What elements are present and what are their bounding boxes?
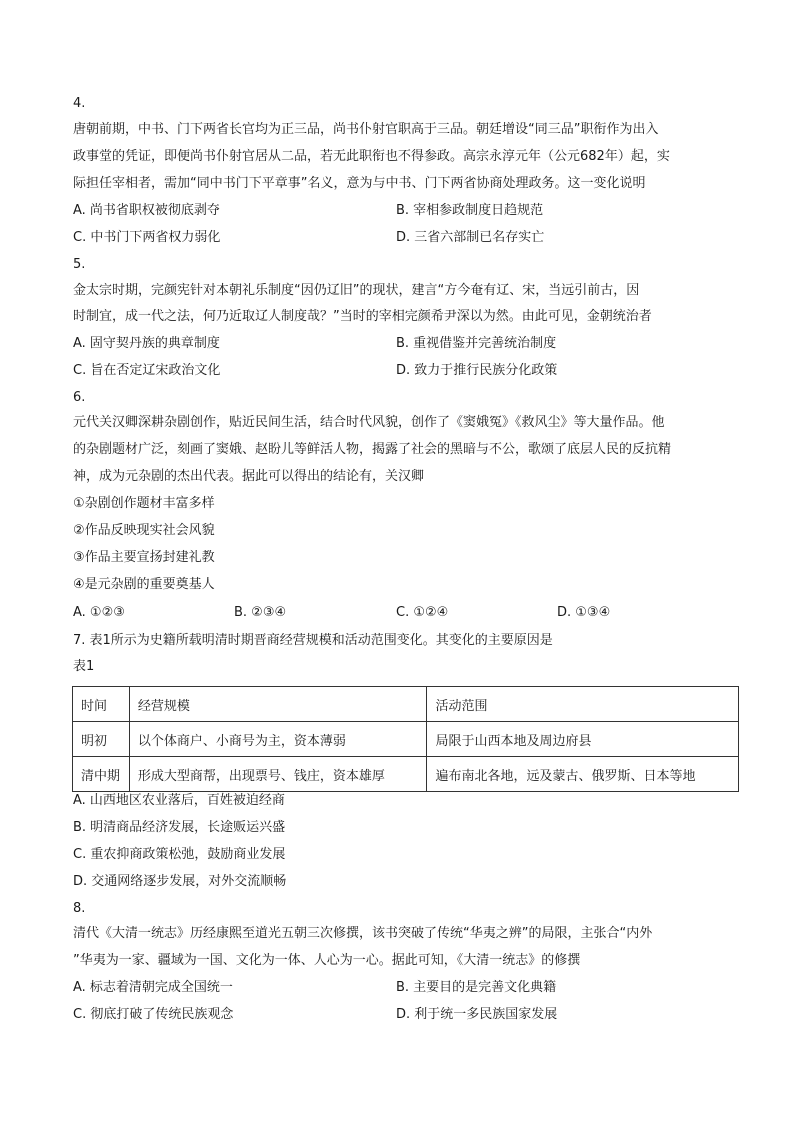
question-8-option-d: D. 利于统一多民族国家发展 [396, 1007, 558, 1022]
question-8-stem-line: ”华夷为一家、疆域为一国、文化为一体、人心为一心。据此可知，《大清一统志》的修撰 [73, 953, 581, 968]
question-5-stem-line: 金太宗时期，完颜宪针对本朝礼乐制度“因仍辽旧”的现状，建言“方今奄有辽、宋，当远引前古，因 [73, 283, 640, 298]
table-cell: 形成大型商帮，出现票号、钱庄，资本雄厚 [129, 757, 427, 792]
question-8-option-c: C. 彻底打破了传统民族观念 [73, 1007, 234, 1022]
table-cell: 清中期 [73, 757, 130, 792]
table-cell: 局限于山西本地及周边府县 [427, 722, 739, 757]
question-6-stem-line: 神，成为元杂剧的杰出代表。据此可以得出的结论有，关汉卿 [73, 469, 425, 484]
table-cell: 明初 [73, 722, 130, 757]
question-6-statement-3: ③作品主要宣扬封建礼教 [73, 550, 215, 565]
data-table [72, 686, 739, 792]
question-7-stem: 7. 表1所示为史籍所载明清时期晋商经营规模和活动范围变化。其变化的主要原因是 [73, 633, 553, 648]
question-6-statement-4: ④是元杂剧的重要奠基人 [73, 577, 215, 592]
question-6-stem-line: 的杂剧题材广泛，刻画了窦娥、赵盼儿等鲜活人物，揭露了社会的黑暗与不公，歌颂了底层人民的反抗精 [73, 442, 672, 457]
question-7-option-b: B. 明清商品经济发展，长途贩运兴盛 [73, 820, 286, 835]
question-6-option-c: C. ①②④ [396, 605, 449, 620]
question-4-option-d: D. 三省六部制已名存实亡 [396, 230, 545, 245]
question-4-option-b: B. 宰相参政制度日趋规范 [396, 203, 544, 218]
table-cell: 以个体商户、小商号为主，资本薄弱 [129, 722, 427, 757]
question-6-option-d: D. ①③④ [557, 605, 611, 620]
question-8-stem-line: 清代《大清一统志》历经康熙至道光五朝三次修撰，该书突破了传统“华夷之辨”的局限，主张合“内外 [73, 926, 653, 941]
question-5-number: 5. [73, 257, 86, 272]
question-7-option-a: A. 山西地区农业落后，百姓被迫经商 [73, 793, 285, 808]
table-caption: 表1 [73, 659, 95, 674]
question-5-option-a: A. 固守契丹族的典章制度 [73, 336, 220, 351]
question-4-stem-line: 唐朝前期，中书、门下两省长官均为正三品，尚书仆射官职高于三品。朝廷增设“同三品”职衔作为出入 [73, 122, 659, 137]
question-6-option-b: B. ②③④ [234, 605, 287, 620]
table-row [73, 757, 739, 792]
table-cell: 遍布南北各地，远及蒙古、俄罗斯、日本等地 [427, 757, 739, 792]
question-5-option-c: C. 旨在否定辽宋政治文化 [73, 363, 221, 378]
table-row [73, 722, 739, 757]
question-6-stem-line: 元代关汉卿深耕杂剧创作，贴近民间生活，结合时代风貌，创作了《窦娥冤》《救风尘》等大量作品。他 [73, 415, 665, 430]
question-4-stem-line: 政事堂的凭证，即便尚书仆射官居从二品，若无此职衔也不得参政。高宗永淳元年（公元682年）起，实 [73, 149, 670, 164]
question-5-option-b: B. 重视借鉴并完善统治制度 [396, 336, 557, 351]
question-5-option-d: D. 致力于推行民族分化政策 [396, 363, 558, 378]
question-4-option-c: C. 中书门下两省权力弱化 [73, 230, 221, 245]
table-header-cell: 活动范围 [427, 687, 739, 722]
question-8-option-b: B. 主要目的是完善文化典籍 [396, 980, 557, 995]
table-header-cell: 时间 [73, 687, 130, 722]
question-4-number: 4. [73, 96, 86, 111]
question-4-stem-line: 际担任宰相者，需加“同中书门下平章事”名义，意为与中书、门下两省协商处理政务。这一变化说明 [73, 176, 646, 191]
question-6-number: 6. [73, 390, 86, 405]
table-header-row [73, 687, 739, 722]
question-6-statement-1: ①杂剧创作题材丰富多样 [73, 496, 215, 511]
question-7-option-d: D. 交通网络逐步发展，对外交流顺畅 [73, 874, 287, 889]
question-8-number: 8. [73, 901, 86, 916]
question-5-stem-line: 时制宜，成一代之法，何乃近取辽人制度哉？”当时的宰相完颜希尹深以为然。由此可见，金朝统治者 [73, 309, 652, 324]
question-6-option-a: A. ①②③ [73, 605, 125, 620]
question-8-option-a: A. 标志着清朝完成全国统一 [73, 980, 233, 995]
question-6-statement-2: ②作品反映现实社会风貌 [73, 523, 215, 538]
question-4-option-a: A. 尚书省职权被彻底剥夺 [73, 203, 220, 218]
table-header-cell: 经营规模 [129, 687, 427, 722]
question-7-option-c: C. 重农抑商政策松弛，鼓励商业发展 [73, 847, 286, 862]
